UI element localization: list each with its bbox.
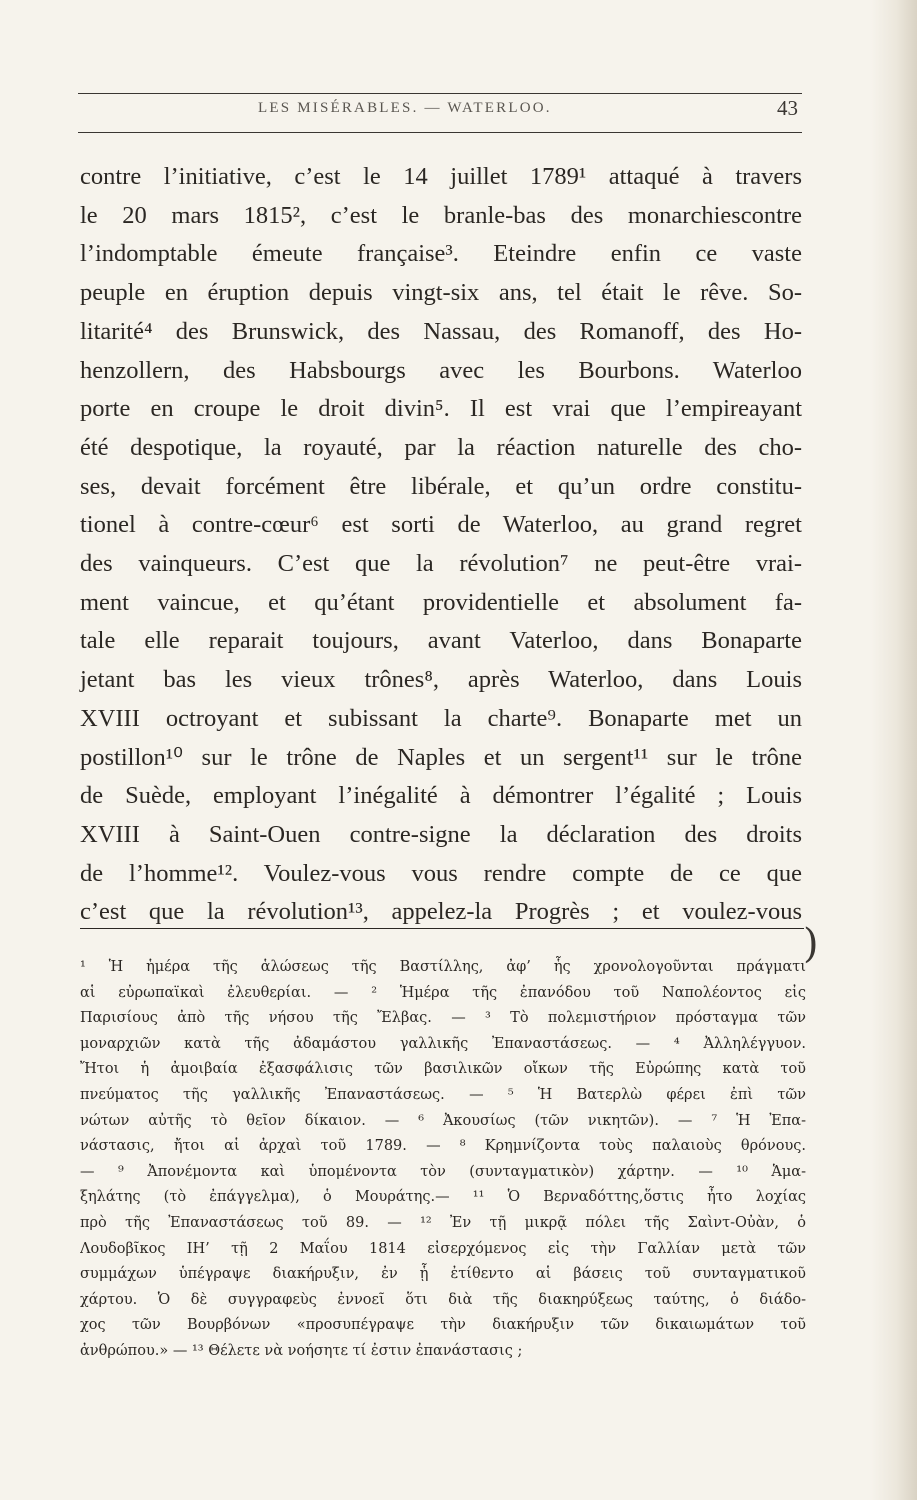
top-rule	[78, 93, 802, 94]
text-line: tale elle reparait toujours, avant Vaterloo, dans Bonaparte	[80, 627, 802, 655]
footnote-line: συμμάχων ὑπέγραψε διακήρυξιν, ἐν ᾗ ἐτίθεντο αἱ βάσεις τοῦ συνταγματικοῦ	[80, 1266, 806, 1283]
text-line: ses, devait forcément être libérale, et qu’un ordre constitu-	[80, 472, 802, 500]
footnote-line: αἱ εὐρωπαϊκαὶ ἐλευθερίαι. — ² Ἡμέρα τῆς ἐπανόδου τοῦ Ναπολέοντος εἰς	[80, 984, 806, 1001]
text-line: henzollern, des Habsbourgs avec les Bourbons. Waterloo	[80, 356, 802, 384]
running-header	[78, 96, 802, 130]
footnote-line: ξηλάτης (τὸ ἐπάγγελμα), ὁ Μουράτης.— ¹¹ Ὁ Βερναδόττης,ὅστις ἦτο λοχίας	[80, 1189, 806, 1206]
text-line: le 20 mars 1815², c’est le branle-bas des monarchiescontre	[80, 201, 802, 229]
bracket-mark: )	[803, 921, 819, 967]
footnote-line: νώτων αὐτῆς τὸ θεῖον δίκαιον. — ⁶ Ἀκουσίως (τῶν νικητῶν). — ⁷ Ἡ Ἐπα-	[80, 1112, 806, 1129]
footnote-line: χάρτου. Ὁ δὲ συγγραφεὺς ἐννοεῖ ὅτι διὰ τῆς διακηρύξεως ταύτης, ὁ διάδο-	[80, 1291, 806, 1308]
footnotes	[80, 955, 806, 1365]
text-line: peuple en éruption depuis vingt-six ans, tel était le rêve. So-	[80, 279, 802, 307]
header-rule	[78, 132, 802, 133]
text-line: tionel à contre-cœur⁶ est sorti de Waterloo, au grand regret	[80, 511, 802, 539]
text-line: ment vaincue, et qu’étant providentielle et absolument fa-	[80, 588, 802, 616]
footnote-rule	[80, 928, 804, 929]
text-line: XVIII octroyant et subissant la charte⁹. Bonaparte met un	[80, 704, 802, 732]
footnote-line: Λουδοβῖκος ΙΗ’ τῇ 2 Μαΐου 1814 εἰσερχόμενος εἰς τὴν Γαλλίαν μετὰ τῶν	[80, 1240, 806, 1257]
footnote-line: Παρισίους ἀπὸ τῆς νήσου τῆς Ἔλβας. — ³ Τὸ πολεμιστήριον πρόσταγμα τῶν	[80, 1010, 806, 1027]
text-line: c’est que la révolution¹³, appelez-la Progrès ; et voulez-vous	[80, 898, 802, 926]
page-edge	[871, 0, 917, 1500]
footnote-line: ¹ Ἡ ἡμέρα τῆς ἁλώσεως τῆς Βαστίλλης, ἀφ’ ἧς χρονολογοῦνται πράγματι	[80, 959, 806, 975]
page-number: 43	[777, 96, 798, 120]
running-title: LES MISÉRABLES. — WATERLOO.	[258, 100, 552, 116]
text-line: de Suède, employant l’inégalité à démontrer l’égalité ; Louis	[80, 782, 802, 810]
footnote-line: ἀνθρώπου.» — ¹³ Θέλετε νὰ νοήσητε τί ἐστιν ἐπανάστασις ;	[80, 1342, 523, 1359]
footnote-line: νάστασις, ἤτοι αἱ ἀρχαὶ τοῦ 1789. — ⁸ Κρημνίζοντα τοὺς παλαιοὺς θρόνους.	[80, 1138, 806, 1155]
footnote-line: — ⁹ Ἀπονέμοντα καὶ ὑπομένοντα τὸν (συνταγματικὸν) χάρτην. — ¹⁰ Ἁμα-	[80, 1163, 806, 1180]
text-line: XVIII à Saint-Ouen contre-signe la déclaration des droits	[80, 820, 802, 848]
footnote-line: μοναρχιῶν κατὰ τῆς ἀδαμάστου γαλλικῆς Ἐπαναστάσεως. — ⁴ Ἀλληλέγγυον.	[80, 1035, 806, 1052]
text-line: porte en croupe le droit divin⁵. Il est vrai que l’empireayant	[80, 395, 802, 423]
text-line: jetant bas les vieux trônes⁸, après Waterloo, dans Louis	[80, 666, 802, 694]
footnote-line: χος τῶν Βουρβόνων «προσυπέγραψε τὴν διακήρυξιν τῶν δικαιωμάτων τοῦ	[80, 1317, 806, 1334]
footnote-line: Ἤτοι ἡ ἀμοιβαία ἐξασφάλισις τῶν βασιλικῶν οἴκων τῆς Εὐρώπης κατὰ τοῦ	[80, 1061, 806, 1078]
text-line: litarité⁴ des Brunswick, des Nassau, des Romanoff, des Ho-	[80, 317, 802, 345]
main-text	[80, 158, 802, 932]
text-line: postillon¹⁰ sur le trône de Naples et un sergent¹¹ sur le trône	[80, 743, 802, 771]
text-line: été despotique, la royauté, par la réaction naturelle des cho-	[80, 433, 802, 461]
footnote-line: πρὸ τῆς Ἐπαναστάσεως τοῦ 89. — ¹² Ἐν τῇ μικρᾷ πόλει τῆς Σαὶντ-Οὐὰν, ὁ	[80, 1214, 806, 1231]
text-line: l’indomptable émeute française³. Eteindre enfin ce vaste	[80, 240, 802, 268]
text-line: contre l’initiative, c’est le 14 juillet 1789¹ attaqué à travers	[80, 163, 802, 190]
footnote-line: πνεύματος τῆς γαλλικῆς Ἐπαναστάσεως. — ⁵ Ἡ Βατερλὼ φέρει ἐπὶ τῶν	[80, 1086, 806, 1103]
text-line: de l’homme¹². Voulez-vous vous rendre compte de ce que	[80, 859, 802, 887]
text-line: des vainqueurs. C’est que la révolution⁷ ne peut-être vrai-	[80, 550, 802, 578]
